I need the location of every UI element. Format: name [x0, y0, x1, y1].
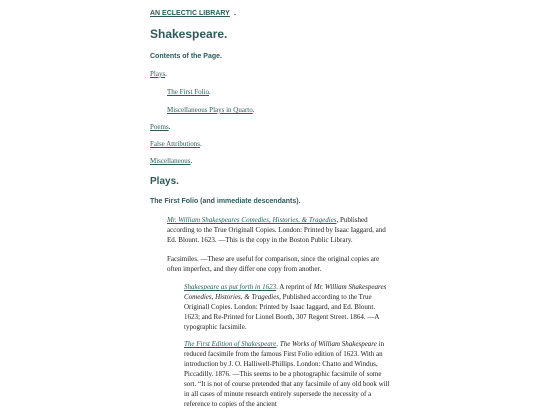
- library-home-link-text: AN ECLECTIC LIBRARY: [150, 10, 230, 17]
- toc-item-miscellaneous: Miscellaneous.: [150, 157, 193, 165]
- toc-item-false-attributions: False Attributions.: [150, 140, 202, 148]
- toc-item-plays: Plays.: [150, 70, 167, 78]
- entry-1623-reprint-link[interactable]: Shakespeare as put forth in 1623: [184, 283, 277, 291]
- entry-1623-reprint-text-1: . A reprint of: [276, 283, 314, 291]
- entry-first-folio: [167, 215, 392, 245]
- entry-1623-reprint-text-2: , Published according to the True Originall Copies. London: Printed by Isaac Iaggard, and Ed. Blount. 1623; and Re-Printed for Lionel Booth, 307 Regent Street. 1864. —A typographic facsimile.: [184, 293, 380, 331]
- page-title: Shakespeare.: [150, 27, 228, 41]
- entry-first-edition-italic: The Works of William Shakespeare: [279, 340, 377, 348]
- entry-first-edition-text-2: in reduced facsimile from the famous First Folio edition of 1623. With an introduction by J. O. Halliwell-Phillips. London: Chatto and Windus, Piccadilly. 1876. —This seems to be a photographic facsimile of some sort. “It is not of course pretended that any facsimile of any old book will in all cases of minute research entirely supersede the necessity of a reference to copies of the ancient: [184, 340, 390, 408]
- entry-first-folio-link[interactable]: Mr. William Shakespeares Comedies, Histories, & Tragedies: [167, 216, 337, 224]
- toc-link-first-folio[interactable]: The First Folio: [167, 88, 210, 96]
- library-home-link[interactable]: [150, 9, 230, 19]
- entry-first-folio-text: , Published according to the True Originall Copies. London: Printed by Isaac Iaggard, and Ed. Blount. 1623. —This is the copy in the Boston Public Library.: [167, 216, 386, 244]
- period: .: [234, 10, 236, 17]
- first-folio-heading: The First Folio (and immediate descendants).: [150, 198, 301, 205]
- entry-1623-reprint: [184, 282, 392, 332]
- entry-1623-reprint-italic: Mr. William Shakespeares Comedies, Histories, & Tragedies: [184, 283, 387, 301]
- toc-link-misc-plays[interactable]: Miscellaneous Plays in Quarto: [167, 106, 253, 114]
- toc-link-plays[interactable]: Plays: [150, 70, 166, 78]
- toc-item-misc-plays: Miscellaneous Plays in Quarto.: [167, 106, 255, 114]
- entry-first-edition-link[interactable]: The First Edition of Shakespeare: [184, 340, 277, 348]
- entry-first-edition-text-1: .: [276, 340, 280, 348]
- toc-item-poems: Poems.: [150, 123, 171, 131]
- toc-link-poems[interactable]: Poems: [150, 123, 169, 131]
- toc-link-miscellaneous[interactable]: Miscellaneous: [150, 157, 191, 165]
- facsimiles-note: Facsimiles. —These are useful for comparison, since the original copies are often imperfect, and they differ one copy from another.: [167, 255, 380, 273]
- toc-item-first-folio: The First Folio.: [167, 88, 211, 96]
- plays-heading: Plays.: [150, 176, 179, 187]
- toc-link-false-attributions[interactable]: False Attributions: [150, 140, 200, 148]
- entry-first-edition: [184, 339, 392, 409]
- contents-heading: Contents of the Page.: [150, 53, 222, 60]
